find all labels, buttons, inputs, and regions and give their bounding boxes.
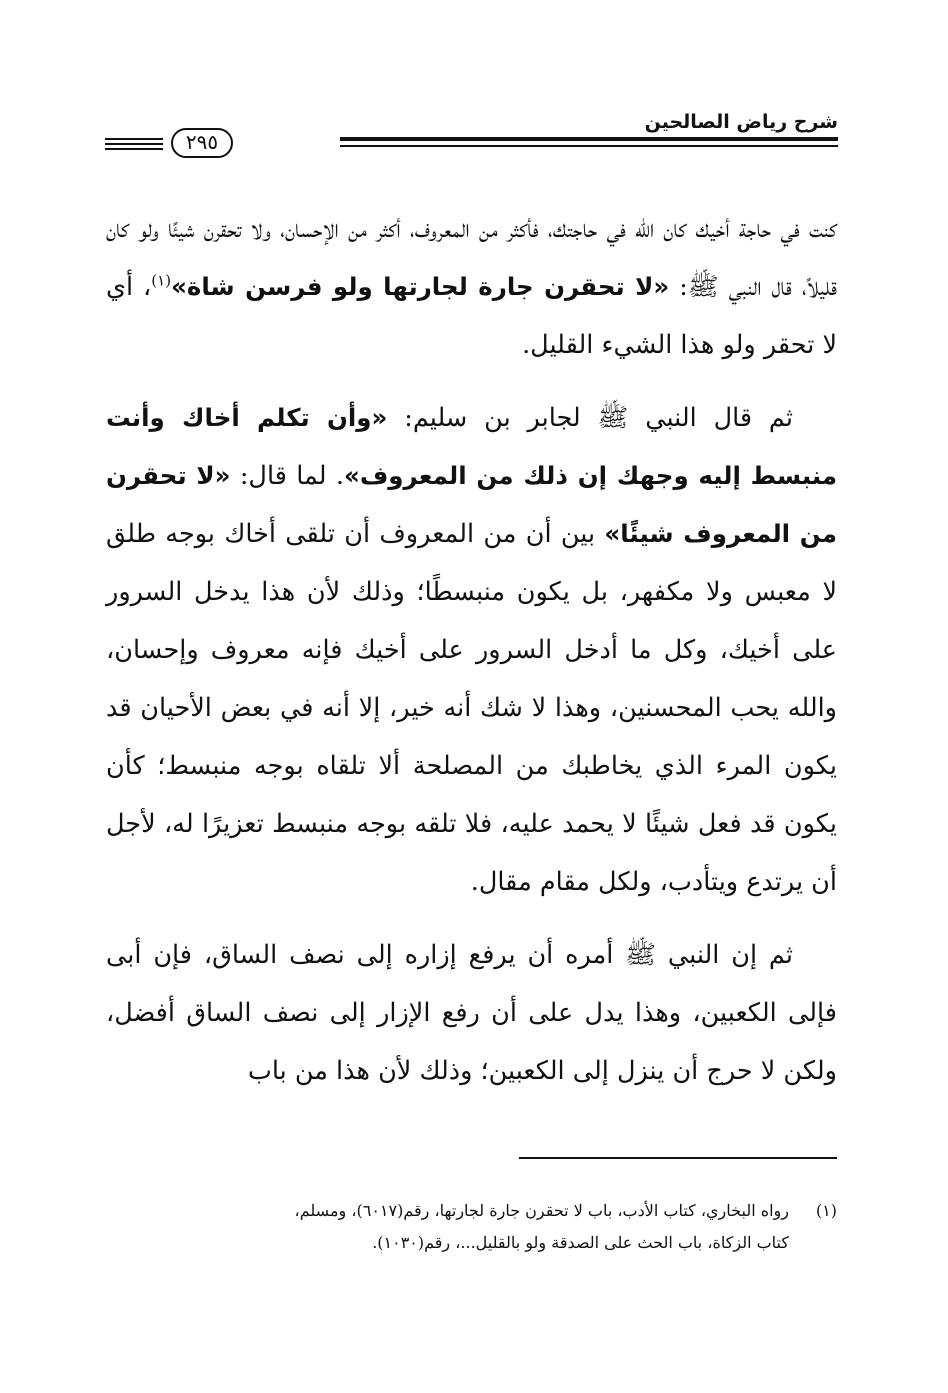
paragraph-2 xyxy=(106,389,837,911)
hadith-quote: «وأن تكلم أخاك وأنت منبسط إليه وجهك إن ذلك من المعروف» xyxy=(106,403,837,490)
header-rule-thin xyxy=(340,145,838,147)
footnote-text-1: رواه البخاري، كتاب الأدب، باب لا تحقرن جارة لجارتها، رقم(٦٠١٧)، ومسلم، xyxy=(294,1201,789,1220)
footnote-number: (١) xyxy=(815,1201,837,1220)
hadith-quote: «لا تحقرن من المعروف شيئًا» xyxy=(106,461,838,548)
paragraph-2-text-end: بين أن من المعروف أن تلقى أخاك بوجه طلق لا معبس ولا مكفهر، بل يكون منبسطًا؛ وذلك لأن هذا يدخل السرور على أخيك، وكل ما أدخل السرور على أخيك فإنه معروف وإحسان، والله يحب المحسنين، وهذا لا شك أنه خير، إلا أنه في بعض الأحيان قد يكون المرء الذي يخاطبك من المصلحة ألا تلقاه بوجه منبسط؛ كأن يكون قد فعل شيئًا لا يحمد عليه، فلا تلقه بوجه منبسط تعزيرًا له، لأجل أن يرتدع ويتأدب، ولكل مقام مقال. xyxy=(106,519,837,897)
header-rule-left-1 xyxy=(105,138,163,140)
header-rule-left-3 xyxy=(105,148,163,150)
footnote-line-1 xyxy=(106,1195,837,1227)
header-rule-thick xyxy=(340,137,838,141)
paragraph-1-text: كنت في حاجة أخيك كان الله في حاجتك، فأكثر من المعروف، أكثر من الإحسان، ولا تحقرن شيئًا ولو كان قليلاً، قال النبي ﷺ: xyxy=(106,214,837,302)
paragraph-3-text: ثم إن النبي ﷺ أمره أن يرفع إزاره إلى نصف الساق، فإن أبى فإلى الكعبين، وهذا يدل على أن رفع الإزار إلى نصف الساق أفضل، ولكن لا حرج أن ينزل إلى الكعبين؛ وذلك لأن هذا من باب xyxy=(106,940,837,1086)
footnote-text-2: كتاب الزكاة، باب الحث على الصدقة ولو بالقليل...، رقم(١٠٣٠). xyxy=(372,1233,789,1252)
book-title: شرح رياض الصالحين xyxy=(644,111,838,133)
paragraph-3 xyxy=(106,926,837,1100)
page-body xyxy=(106,200,837,1100)
paragraph-2-text-mid: . لما قال: xyxy=(239,461,344,491)
paragraph-1 xyxy=(106,200,837,374)
page-header xyxy=(105,108,838,168)
page-number: ٢٩٥ xyxy=(171,128,233,158)
paragraph-2-text: ثم قال النبي ﷺ لجابر بن سليم: xyxy=(404,403,794,433)
footnote xyxy=(106,1195,837,1259)
paragraph-1-text-end: ، أي لا تحقر ولو هذا الشيء القليل. xyxy=(106,272,837,360)
footnote-reference: (١) xyxy=(151,271,172,290)
footnote-line-2 xyxy=(106,1227,837,1259)
footnote-separator xyxy=(519,1157,837,1159)
header-rule-left-2 xyxy=(105,143,163,145)
hadith-quote: «لا تحقرن جارة لجارتها ولو فرسن شاة» xyxy=(171,272,670,301)
